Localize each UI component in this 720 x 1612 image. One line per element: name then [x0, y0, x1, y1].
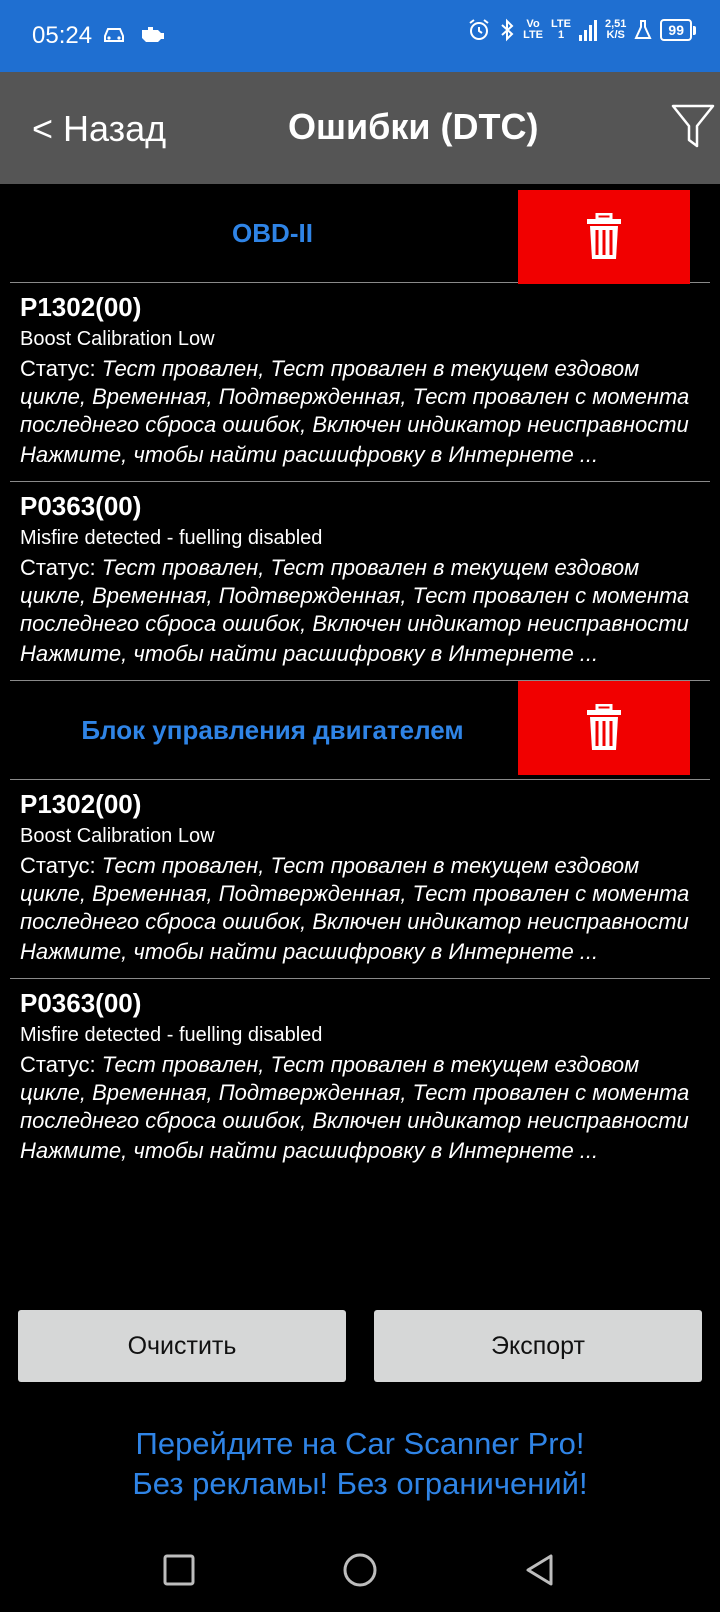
dtc-status: Статус: Тест провален, Тест провален в текущем ездовом цикле, Временная, Подтвержденная, Тест провален с момента последнего сброса ошибок, Включен индикатор неисправности — [20, 853, 690, 934]
dtc-code: P0363(00) — [20, 988, 142, 1018]
battery-indicator: 99 — [660, 19, 696, 41]
promo-banner[interactable] — [0, 1424, 720, 1504]
clock: 05:24 — [32, 22, 93, 49]
dtc-status: Статус: Тест провален, Тест провален в текущем ездовом цикле, Временная, Подтвержденная, Тест провален с момента последнего сброса ошибок, Включен индикатор неисправности — [20, 555, 690, 636]
trash-icon — [586, 213, 622, 261]
page-title: Ошибки (DTC) — [288, 106, 539, 147]
delete-group-button[interactable] — [518, 681, 690, 775]
recent-apps-icon[interactable] — [157, 1548, 201, 1592]
system-nav-bar — [0, 1530, 720, 1612]
export-button[interactable]: Экспорт — [374, 1310, 702, 1382]
dtc-description: Boost Calibration Low — [20, 825, 215, 847]
dtc-description: Boost Calibration Low — [20, 328, 215, 350]
group-header-obd2 — [10, 184, 710, 283]
status-bar — [0, 0, 720, 72]
bluetooth-icon — [499, 18, 515, 42]
dtc-item[interactable] — [10, 482, 710, 681]
app-bar — [0, 72, 720, 184]
dtc-code: P1302(00) — [20, 789, 142, 819]
trash-icon — [586, 704, 622, 752]
lte-indicator: LTE 1 — [551, 18, 571, 41]
dtc-code: P1302(00) — [20, 292, 142, 322]
back-triangle-icon[interactable] — [518, 1548, 562, 1592]
dtc-code: P0363(00) — [20, 491, 142, 521]
dtc-item[interactable] — [10, 283, 710, 482]
search-online-hint[interactable]: Нажмите, чтобы найти расшифровку в Интернете ... — [20, 939, 599, 964]
flask-icon — [634, 19, 652, 41]
group-title: Блок управления двигателем — [81, 715, 464, 745]
search-online-hint[interactable]: Нажмите, чтобы найти расшифровку в Интернете ... — [20, 1138, 599, 1163]
search-online-hint[interactable]: Нажмите, чтобы найти расшифровку в Интернете ... — [20, 641, 599, 666]
network-speed: 2,51 K/S — [605, 18, 627, 41]
home-icon[interactable] — [338, 1548, 382, 1592]
delete-group-button[interactable] — [518, 190, 690, 284]
group-title: OBD-II — [232, 218, 313, 248]
status-right — [467, 18, 696, 42]
filter-icon[interactable] — [670, 102, 716, 150]
signal-icon — [579, 19, 597, 41]
alarm-icon — [467, 18, 491, 42]
car-lock-icon — [102, 24, 128, 44]
clear-button[interactable]: Очистить — [18, 1310, 346, 1382]
promo-line-1: Перейдите на Car Scanner Pro! — [135, 1426, 585, 1461]
volte-indicator: Vo LTE — [523, 18, 544, 41]
dtc-description: Misfire detected - fuelling disabled — [20, 1024, 323, 1046]
dtc-status: Статус: Тест провален, Тест провален в текущем ездовом цикле, Временная, Подтвержденная, Тест провален с момента последнего сброса ошибок, Включен индикатор неисправности — [20, 356, 690, 437]
back-button[interactable]: < Назад — [32, 108, 167, 149]
dtc-list[interactable] — [0, 184, 720, 1274]
search-online-hint[interactable]: Нажмите, чтобы найти расшифровку в Интернете ... — [20, 442, 599, 467]
promo-line-2: Без рекламы! Без ограничений! — [132, 1466, 588, 1501]
dtc-item[interactable] — [10, 979, 710, 1177]
dtc-status: Статус: Тест провален, Тест провален в текущем ездовом цикле, Временная, Подтвержденная, Тест провален с момента последнего сброса ошибок, Включен индикатор неисправности — [20, 1052, 690, 1133]
notification-icons — [102, 24, 166, 44]
group-header-engine-control-unit — [10, 681, 710, 780]
dtc-item[interactable] — [10, 780, 710, 979]
engine-icon — [138, 24, 166, 44]
dtc-description: Misfire detected - fuelling disabled — [20, 527, 323, 549]
